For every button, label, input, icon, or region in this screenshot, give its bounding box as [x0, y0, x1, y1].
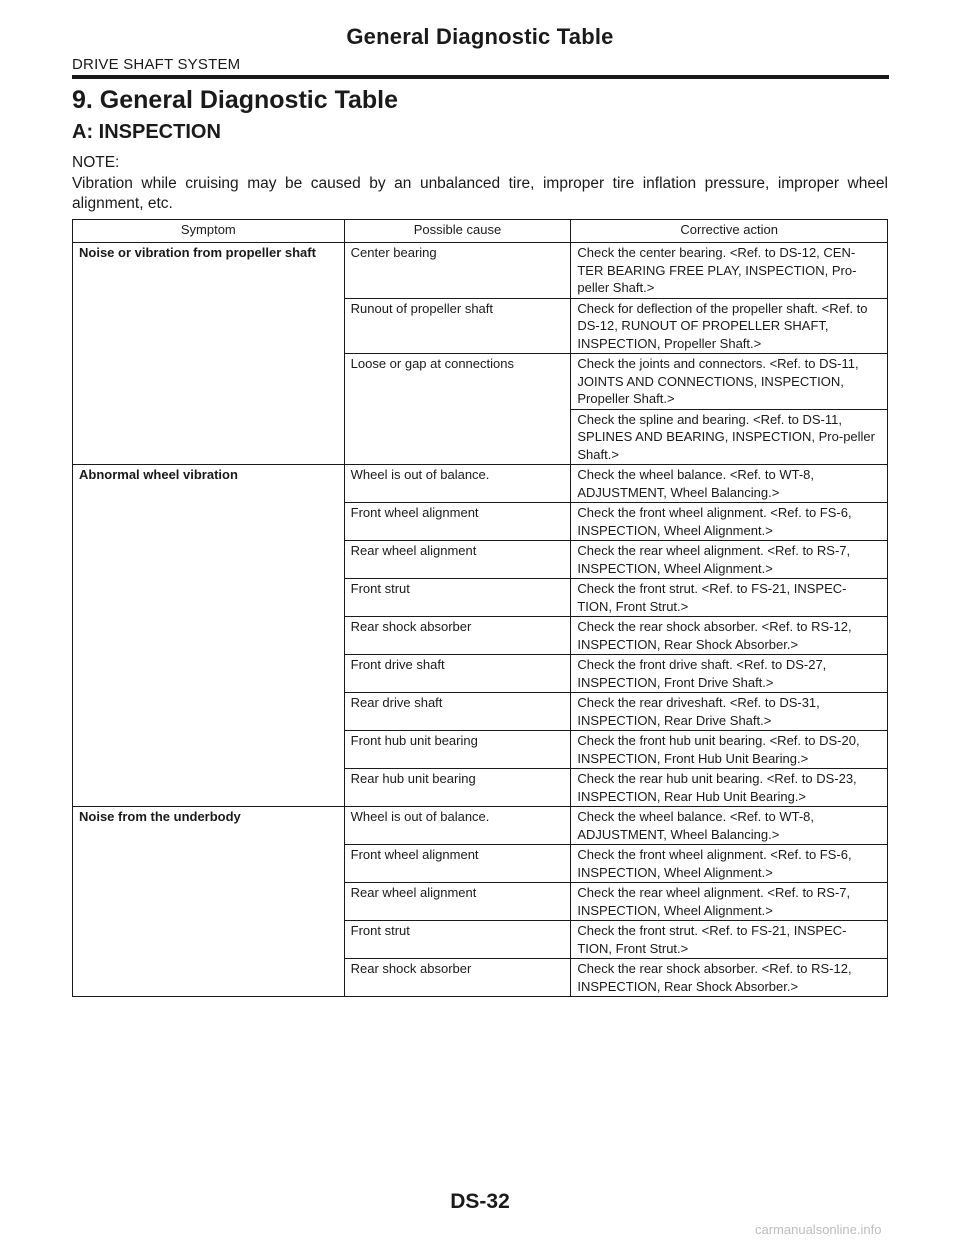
symptom-cell: Noise or vibration from propeller shaft: [73, 243, 345, 465]
symptom-cell: Noise from the underbody: [73, 807, 345, 997]
cause-cell: Runout of propeller shaft: [344, 298, 571, 354]
action-cell: Check the front strut. <Ref. to FS-21, INSPEC-TION, Front Strut.>: [571, 921, 888, 959]
table-header-row: [73, 220, 888, 243]
section-heading: 9. General Diagnostic Table: [72, 86, 399, 114]
page-header-title: General Diagnostic Table: [346, 24, 614, 49]
note-text: Vibration while cruising may be caused by an unbalanced tire, improper tire inflation pressure, improper wheel alignment, etc.: [72, 175, 888, 212]
cause-cell: Rear shock absorber: [344, 959, 571, 997]
note-label: NOTE:: [72, 154, 120, 171]
column-header-possible-cause: Possible cause: [344, 220, 571, 243]
header-rule: [72, 75, 889, 79]
column-header-symptom: Symptom: [73, 220, 345, 243]
symptom-cell: Abnormal wheel vibration: [73, 465, 345, 807]
cause-cell: Front strut: [344, 921, 571, 959]
action-cell: Check the center bearing. <Ref. to DS-12, CEN-TER BEARING FREE PLAY, INSPECTION, Pro-peller Shaft.>: [571, 243, 888, 299]
action-cell: Check the front wheel alignment. <Ref. to FS-6, INSPECTION, Wheel Alignment.>: [571, 845, 888, 883]
watermark: carmanualsonline.info: [755, 1222, 882, 1237]
table-body: [73, 243, 888, 997]
cause-cell: Wheel is out of balance.: [344, 807, 571, 845]
cause-cell: Rear drive shaft: [344, 693, 571, 731]
cause-cell: Front wheel alignment: [344, 503, 571, 541]
action-cell: Check the rear driveshaft. <Ref. to DS-31, INSPECTION, Rear Drive Shaft.>: [571, 693, 888, 731]
action-cell: Check the spline and bearing. <Ref. to DS-11, SPLINES AND BEARING, INSPECTION, Pro-peller Shaft.>: [571, 409, 888, 465]
page-header-section: DRIVE SHAFT SYSTEM: [72, 56, 241, 73]
page-number: DS-32: [450, 1190, 510, 1213]
cause-cell: Front wheel alignment: [344, 845, 571, 883]
cause-cell: Rear wheel alignment: [344, 883, 571, 921]
action-cell: Check the rear hub unit bearing. <Ref. to DS-23, INSPECTION, Rear Hub Unit Bearing.>: [571, 769, 888, 807]
action-cell: Check the joints and connectors. <Ref. to DS-11, JOINTS AND CONNECTIONS, INSPECTION, Propeller Shaft.>: [571, 354, 888, 410]
action-cell: Check the rear shock absorber. <Ref. to RS-12, INSPECTION, Rear Shock Absorber.>: [571, 617, 888, 655]
action-cell: Check for deflection of the propeller shaft. <Ref. to DS-12, RUNOUT OF PROPELLER SHAFT, INSPECTION, Propeller Shaft.>: [571, 298, 888, 354]
diagnostic-table: [72, 219, 888, 997]
sub-heading: A: INSPECTION: [72, 121, 221, 143]
action-cell: Check the rear shock absorber. <Ref. to RS-12, INSPECTION, Rear Shock Absorber.>: [571, 959, 888, 997]
cause-cell: Rear shock absorber: [344, 617, 571, 655]
column-header-corrective-action: Corrective action: [571, 220, 888, 243]
cause-cell: Wheel is out of balance.: [344, 465, 571, 503]
cause-cell: Rear wheel alignment: [344, 541, 571, 579]
cause-cell: Rear hub unit bearing: [344, 769, 571, 807]
action-cell: Check the wheel balance. <Ref. to WT-8, ADJUSTMENT, Wheel Balancing.>: [571, 465, 888, 503]
action-cell: Check the front strut. <Ref. to FS-21, INSPEC-TION, Front Strut.>: [571, 579, 888, 617]
cause-cell: Loose or gap at connections: [344, 354, 571, 465]
table-row: [73, 465, 888, 503]
cause-cell: Center bearing: [344, 243, 571, 299]
cause-cell: Front hub unit bearing: [344, 731, 571, 769]
action-cell: Check the front hub unit bearing. <Ref. to DS-20, INSPECTION, Front Hub Unit Bearing.>: [571, 731, 888, 769]
table-row: [73, 243, 888, 299]
table-row: [73, 807, 888, 845]
action-cell: Check the rear wheel alignment. <Ref. to RS-7, INSPECTION, Wheel Alignment.>: [571, 541, 888, 579]
cause-cell: Front strut: [344, 579, 571, 617]
action-cell: Check the front wheel alignment. <Ref. to FS-6, INSPECTION, Wheel Alignment.>: [571, 503, 888, 541]
cause-cell: Front drive shaft: [344, 655, 571, 693]
action-cell: Check the rear wheel alignment. <Ref. to RS-7, INSPECTION, Wheel Alignment.>: [571, 883, 888, 921]
action-cell: Check the front drive shaft. <Ref. to DS-27, INSPECTION, Front Drive Shaft.>: [571, 655, 888, 693]
action-cell: Check the wheel balance. <Ref. to WT-8, ADJUSTMENT, Wheel Balancing.>: [571, 807, 888, 845]
